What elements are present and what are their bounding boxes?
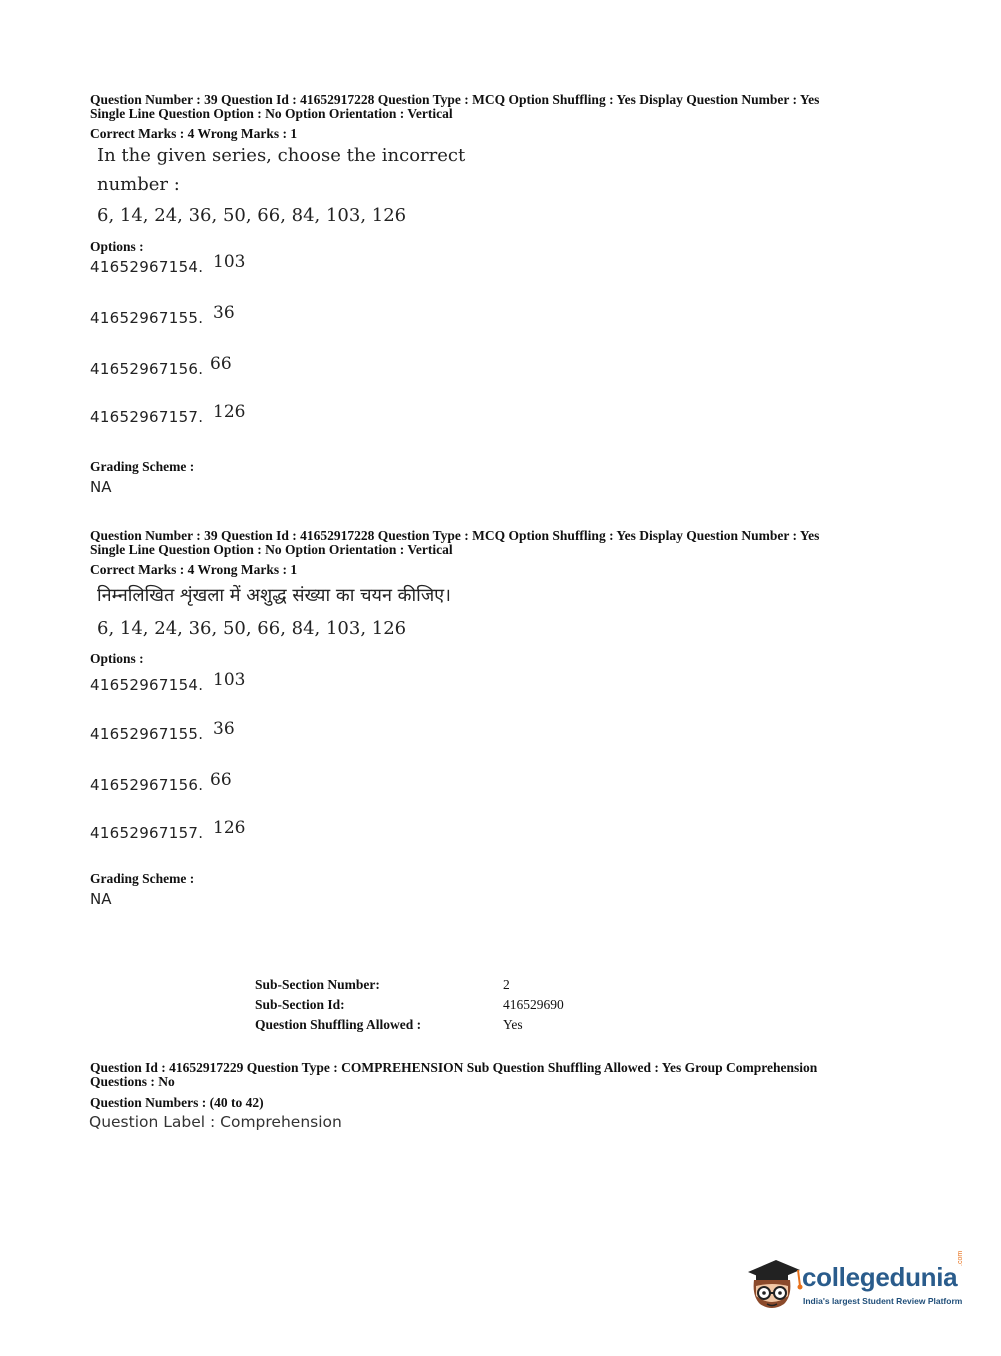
option-item[interactable] bbox=[90, 402, 246, 427]
option-value: 103 bbox=[213, 670, 246, 690]
question-label: Question Label : Comprehension bbox=[89, 1113, 342, 1131]
mascot-icon bbox=[742, 1252, 804, 1314]
subsection-id-label: Sub-Section Id: bbox=[255, 997, 345, 1012]
question-series: 6, 14, 24, 36, 50, 66, 84, 103, 126 bbox=[97, 205, 407, 226]
shuffling-allowed-value: Yes bbox=[503, 1017, 523, 1032]
options-label: Options : bbox=[90, 239, 144, 254]
option-id: 41652967155. bbox=[90, 725, 204, 743]
grading-label: Grading Scheme : bbox=[90, 459, 195, 474]
question-meta-line2: Single Line Question Option : No Option Orientation : Vertical bbox=[90, 542, 453, 557]
option-id: 41652967156. bbox=[90, 776, 204, 794]
shuffling-allowed-label: Question Shuffling Allowed : bbox=[255, 1017, 422, 1032]
subsection-number-value: 2 bbox=[503, 977, 510, 992]
question-text-line: In the given series, choose the incorrect bbox=[97, 145, 466, 166]
grading-value: NA bbox=[90, 478, 112, 496]
option-value: 66 bbox=[210, 354, 232, 374]
option-id: 41652967154. bbox=[90, 258, 204, 276]
logo-com: .com bbox=[957, 1250, 964, 1266]
option-value: 126 bbox=[213, 818, 246, 838]
question-meta-line2: Single Line Question Option : No Option Orientation : Vertical bbox=[90, 106, 453, 121]
option-value: 66 bbox=[210, 770, 232, 790]
option-value: 36 bbox=[213, 303, 235, 323]
question-numbers: Question Numbers : (40 to 42) bbox=[90, 1095, 264, 1110]
question-text-line: number : bbox=[97, 174, 180, 195]
question-text-line: निम्नलिखित शृंखला में अशुद्ध संख्या का चयन कीजिए। bbox=[97, 585, 451, 606]
option-item[interactable] bbox=[90, 818, 246, 843]
question-meta-line1: Question Number : 39 Question Id : 41652917228 Question Type : MCQ Option Shuffling : Yes Display Question Number : Yes bbox=[90, 528, 820, 543]
comprehension-meta-line1: Question Id : 41652917229 Question Type : COMPREHENSION Sub Question Shuffling Allowed : Yes Group Comprehension bbox=[90, 1060, 818, 1075]
option-id: 41652967157. bbox=[90, 408, 204, 426]
option-item[interactable] bbox=[90, 252, 246, 277]
question-meta-line1: Question Number : 39 Question Id : 41652917228 Question Type : MCQ Option Shuffling : Yes Display Question Number : Yes bbox=[90, 92, 820, 107]
grading-label: Grading Scheme : bbox=[90, 871, 195, 886]
option-value: 103 bbox=[213, 252, 246, 272]
option-item[interactable] bbox=[90, 770, 232, 795]
option-id: 41652967154. bbox=[90, 676, 204, 694]
option-value: 126 bbox=[213, 402, 246, 422]
option-value: 36 bbox=[213, 719, 235, 739]
option-item[interactable] bbox=[90, 354, 232, 379]
subsection-number-label: Sub-Section Number: bbox=[255, 977, 380, 992]
option-item[interactable] bbox=[90, 303, 235, 328]
subsection-id-value: 416529690 bbox=[503, 997, 564, 1012]
option-item[interactable] bbox=[90, 670, 246, 695]
logo-wordmark: collegedunia bbox=[802, 1262, 958, 1292]
option-item[interactable] bbox=[90, 719, 235, 744]
question-series: 6, 14, 24, 36, 50, 66, 84, 103, 126 bbox=[97, 618, 407, 639]
logo-tagline: India's largest Student Review Platform bbox=[803, 1296, 963, 1306]
options-label: Options : bbox=[90, 651, 144, 666]
question-marks: Correct Marks : 4 Wrong Marks : 1 bbox=[90, 126, 298, 141]
option-id: 41652967156. bbox=[90, 360, 204, 378]
comprehension-meta-line2: Questions : No bbox=[90, 1074, 175, 1089]
option-id: 41652967155. bbox=[90, 309, 204, 327]
question-marks: Correct Marks : 4 Wrong Marks : 1 bbox=[90, 562, 298, 577]
collegedunia-logo bbox=[742, 1252, 967, 1318]
grading-value: NA bbox=[90, 890, 112, 908]
option-id: 41652967157. bbox=[90, 824, 204, 842]
